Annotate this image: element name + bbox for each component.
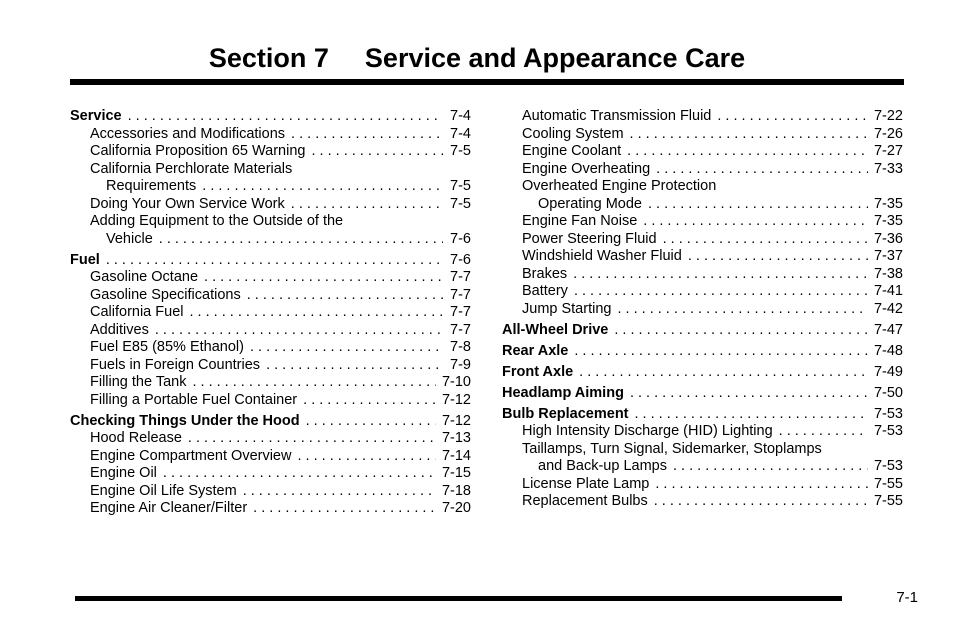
toc-entry[interactable] [70,196,471,214]
toc-entry-label: Front Axle [502,363,574,380]
toc-entry-label: California Proposition 65 Warning [90,143,306,159]
dot-leader [159,231,443,249]
toc-entry-label: and Back-up Lamps [538,458,667,474]
toc-entry-page: 7-5 [450,178,471,194]
toc-column-right [502,108,903,511]
toc-entry-label: California Fuel [90,304,184,320]
dot-leader [635,406,868,424]
toc-entry[interactable] [70,178,471,196]
toc-section-entry[interactable] [502,406,903,424]
dot-leader [656,161,868,179]
toc-column-left [70,108,471,518]
toc-entry[interactable] [502,458,903,476]
toc-entry-page: 7-53 [873,405,903,422]
toc-entry-label: Service [70,108,122,124]
toc-entry[interactable] [502,441,903,459]
dot-leader [190,304,444,322]
dot-leader [688,248,868,266]
toc-entry-label: Windshield Washer Fluid [522,248,682,264]
bottom-rule [75,596,842,601]
toc-entry[interactable] [502,143,903,161]
toc-entry-label: Brakes [522,265,568,282]
section-title: Service and Appearance Care [364,43,746,73]
toc-entry-page: 7-12 [441,412,471,429]
toc-entry-page: 7-41 [873,283,903,299]
toc-entry-page: 7-53 [873,423,903,439]
toc-entry-page: 7-55 [873,475,903,492]
toc-entry-page: 7-22 [873,108,903,124]
toc-entry[interactable] [502,301,903,319]
toc-entry-page: 7-50 [873,384,903,401]
toc-entry-label: All-Wheel Drive [502,321,609,338]
dot-leader [188,430,436,448]
toc-entry-page: 7-48 [873,342,903,359]
toc-entry-page: 7-35 [873,195,903,212]
toc-entry-label: Fuels in Foreign Countries [90,356,261,373]
toc-entry[interactable] [502,126,903,144]
toc-entry[interactable] [502,283,903,301]
dot-leader [202,178,443,196]
dot-leader [574,343,868,361]
toc-entry-label: Checking Things Under the Hood [70,412,300,429]
toc-entry-page: 7-4 [450,108,471,124]
toc-entry-label: Engine Air Cleaner/Filter [90,500,248,516]
toc-entry[interactable] [502,231,903,249]
dot-leader [630,385,868,403]
toc-entry-page: 7-8 [450,339,471,355]
dot-leader [617,301,868,319]
toc-entry[interactable] [70,357,471,375]
toc-entry-label: Filling the Tank [90,374,187,390]
toc-entry-page: 7-7 [450,286,471,303]
top-rule [70,79,904,85]
dot-leader [579,364,868,382]
toc-section-entry[interactable] [70,413,471,431]
toc-entry[interactable] [70,483,471,501]
toc-entry-page: 7-18 [441,482,471,499]
toc-section-entry[interactable] [502,322,903,340]
dot-leader [673,458,868,476]
toc-entry-page: 7-5 [450,195,471,212]
toc-entry[interactable] [70,143,471,161]
toc-entry-page: 7-35 [873,213,903,229]
toc-entry-page: 7-7 [450,304,471,320]
section-label: Section 7 [208,43,329,73]
toc-entry-label: Battery [522,283,568,299]
toc-entry-label: Cooling System [522,125,624,142]
toc-entry[interactable] [502,493,903,511]
toc-entry-label: Automatic Transmission Fluid [522,108,712,124]
dot-leader [663,231,868,249]
toc-entry-label: Additives [90,321,149,338]
toc-entry-label: Power Steering Fluid [522,230,657,247]
toc-entry-label: Accessories and Modifications [90,125,286,142]
toc-entry-page: 7-13 [441,430,471,446]
toc-entry-label: Engine Oil Life System [90,482,237,499]
toc-entry[interactable] [70,287,471,305]
toc-entry[interactable] [70,430,471,448]
page-title [0,43,954,74]
toc-entry[interactable] [502,248,903,266]
dot-leader [266,357,443,375]
toc-entry-label: Engine Coolant [522,143,622,159]
toc-entry-label: Filling a Portable Fuel Container [90,391,298,408]
toc-entry[interactable] [70,339,471,357]
toc-entry[interactable] [502,196,903,214]
dot-leader [614,322,868,340]
toc-entry-page: 7-26 [873,125,903,142]
toc-entry-label: License Plate Lamp [522,475,650,492]
toc-entry-label: Fuel E85 (85% Ethanol) [90,339,244,355]
toc-entry[interactable] [502,213,903,231]
toc-entry-page: 7-33 [873,160,903,177]
toc-entry[interactable] [502,108,903,126]
toc-entry-label: Operating Mode [538,195,642,212]
dot-leader [253,500,436,518]
toc-entry-label: Gasoline Octane [90,269,199,285]
dot-leader [573,266,868,284]
toc-entry-label: Engine Compartment Overview [90,447,292,464]
dot-leader [655,476,868,494]
dot-leader [250,339,443,357]
toc-entry-page: 7-42 [873,300,903,317]
toc-entry-page: 7-14 [441,447,471,464]
toc-entry-label: Doing Your Own Service Work [90,195,285,212]
toc-entry[interactable] [70,465,471,483]
dot-leader [155,322,443,340]
toc-entry-page: 7-7 [450,321,471,338]
toc-entry-page: 7-10 [441,374,471,390]
toc-entry-page: 7-6 [450,230,471,247]
toc-entry-label: Vehicle [106,230,153,247]
toc-entry-label: Gasoline Specifications [90,286,241,303]
toc-entry-label: Rear Axle [502,342,569,359]
dot-leader [128,108,443,126]
dot-leader [291,196,443,214]
toc-entry-label: Adding Equipment to the Outside of the [90,213,344,229]
dot-leader [630,126,868,144]
dot-leader [163,465,436,483]
toc-entry-label: Replacement Bulbs [522,493,648,509]
toc-entry-label: Taillamps, Turn Signal, Sidemarker, Stoplamps [522,440,822,457]
toc-section-entry[interactable] [70,252,471,270]
toc-entry[interactable] [70,213,471,231]
toc-entry[interactable] [70,392,471,410]
dot-leader [648,196,868,214]
toc-entry[interactable] [70,161,471,179]
toc-entry[interactable] [70,374,471,392]
toc-entry-label: Bulb Replacement [502,405,629,422]
toc-entry-label: Hood Release [90,430,182,446]
toc-entry[interactable] [70,269,471,287]
toc-section-entry[interactable] [70,108,471,126]
toc-entry[interactable] [70,500,471,518]
toc-entry-page: 7-55 [873,493,903,509]
toc-entry-page: 7-7 [450,269,471,285]
dot-leader [192,374,436,392]
dot-leader [717,108,868,126]
toc-entry-page: 7-5 [450,143,471,159]
toc-entry[interactable] [70,126,471,144]
dot-leader [291,126,443,144]
dot-leader [243,483,436,501]
dot-leader [204,269,443,287]
toc-entry-label: Engine Fan Noise [522,213,638,229]
dot-leader [643,213,868,231]
toc-entry-label: California Perchlorate Materials [90,160,293,177]
toc-section-entry[interactable] [502,364,903,382]
dot-leader [247,287,443,305]
toc-entry-page: 7-20 [441,500,471,516]
dot-leader [654,493,868,511]
dot-leader [779,423,868,441]
toc-entry[interactable] [70,304,471,322]
toc-entry-label: Jump Starting [522,300,612,317]
toc-entry-label: Headlamp Aiming [502,384,624,401]
toc-section-entry[interactable] [502,385,903,403]
toc-entry-page: 7-27 [873,143,903,159]
dot-leader [106,252,443,270]
toc-entry-page: 7-49 [873,363,903,380]
toc-entry-page: 7-12 [441,391,471,408]
dot-leader [311,143,443,161]
dot-leader [574,283,868,301]
toc-entry-page: 7-6 [450,251,471,268]
dot-leader [627,143,868,161]
toc-entry-page: 7-38 [873,265,903,282]
toc-entry-label: High Intensity Discharge (HID) Lighting [522,423,773,439]
page-number: 7-1 [896,589,918,606]
toc-entry[interactable] [70,322,471,340]
toc-section-entry[interactable] [502,343,903,361]
toc-entry[interactable] [502,266,903,284]
toc-entry-page: 7-15 [441,465,471,481]
toc-entry[interactable] [70,448,471,466]
toc-entry[interactable] [70,231,471,249]
dot-leader [303,392,436,410]
toc-entry-label: Overheated Engine Protection [522,178,717,194]
toc-entry-label: Engine Overheating [522,160,651,177]
dot-leader [306,413,436,431]
dot-leader [297,448,435,466]
toc-entry-page: 7-47 [873,321,903,338]
toc-entry-label: Fuel [70,251,100,268]
toc-entry-label: Engine Oil [90,465,157,481]
toc-entry[interactable] [502,423,903,441]
toc-entry-label: Requirements [106,178,197,194]
toc-entry[interactable] [502,161,903,179]
toc-entry-page: 7-4 [450,125,471,142]
toc-entry-page: 7-53 [873,458,903,474]
toc-entry-page: 7-9 [450,356,471,373]
toc-entry[interactable] [502,476,903,494]
toc-entry-page: 7-36 [873,230,903,247]
toc-entry-page: 7-37 [873,248,903,264]
toc-entry[interactable] [502,178,903,196]
